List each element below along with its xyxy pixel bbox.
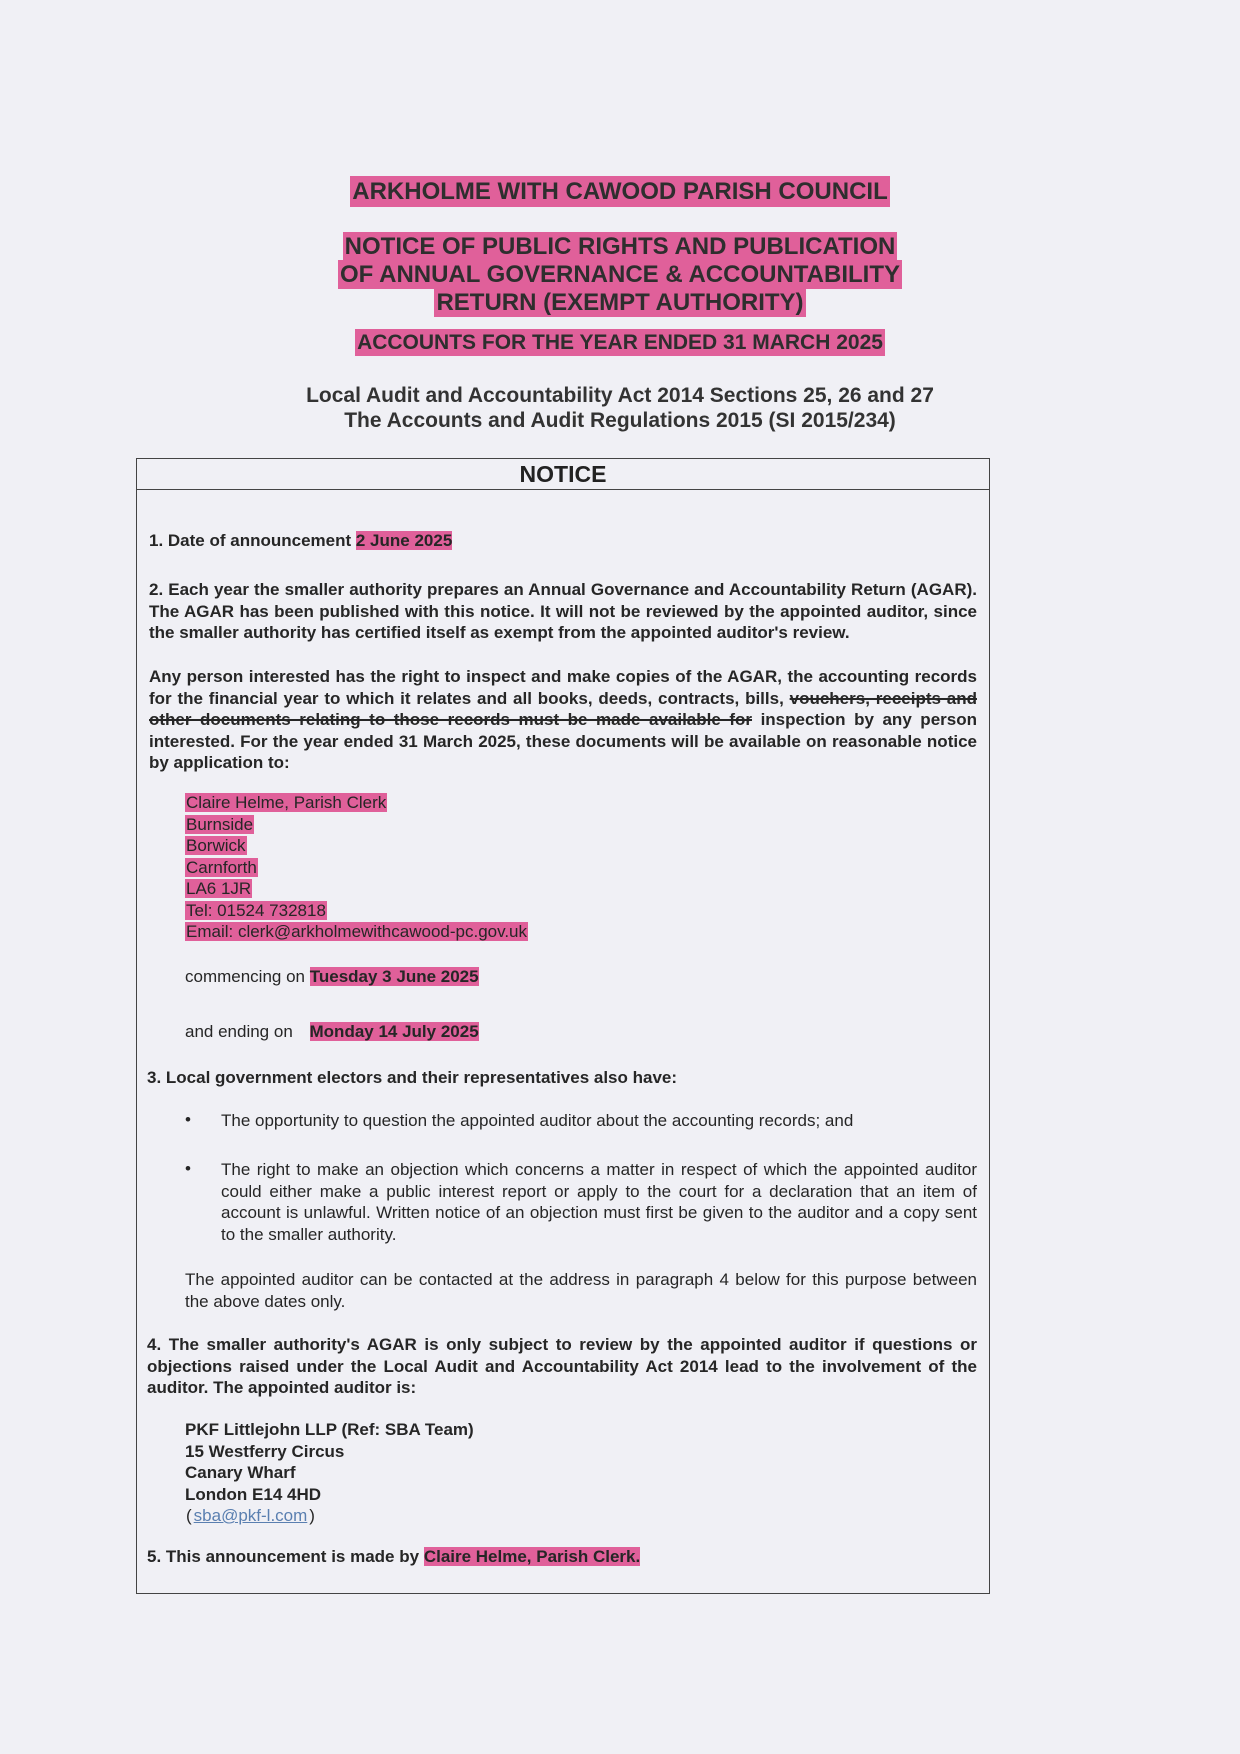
- bullet-2-text: The right to make an objection which concerns a matter in respect of which the appointed auditor could either make a public interest report or apply to the court for a declaration that an item of account is unlawful. Written notice of an objection must first be given to the auditor and a copy sent to the smaller authority.: [221, 1160, 977, 1244]
- legislation-line-1: Local Audit and Accountability Act 2014 Sections 25, 26 and 27: [306, 384, 934, 407]
- auditor-address-block: [185, 1419, 474, 1527]
- legislation-line-2: The Accounts and Audit Regulations 2015 (SI 2015/234): [344, 409, 896, 432]
- auditor-line-city: London E14 4HD: [185, 1484, 322, 1504]
- auditor-email-line: [185, 1505, 474, 1527]
- commencing-label: commencing on: [185, 967, 306, 986]
- accounts-year-line: [0, 331, 1240, 355]
- auditor-email-open: (: [186, 1506, 192, 1525]
- item-3-heading: 3. Local government electors and their representatives also have:: [147, 1068, 678, 1087]
- auditor-email-link[interactable]: sba@pkf-l.com: [193, 1506, 308, 1525]
- item-2-rights: [149, 666, 977, 774]
- item-5-label: 5. This announcement is made by: [147, 1547, 420, 1566]
- auditor-line-street: 15 Westferry Circus: [185, 1441, 345, 1461]
- council-name: [0, 178, 1240, 206]
- contact-line-phone: Tel: 01524 732818: [186, 900, 326, 920]
- council-name-text: ARKHOLME WITH CAWOOD PARISH COUNCIL: [352, 178, 888, 205]
- item-2-rights-part-1: Any person interested has the right to inspect and make copies of the AGAR, the accounting records for the financial year to which it relates and all books, deeds, contracts, bills,: [149, 667, 977, 708]
- bullet-1-dot: •: [185, 1110, 191, 1129]
- item-2-rights-struck: vouchers, receipts and other documents relating to those records must be made available for: [149, 688, 977, 729]
- announcer-name: Claire Helme, Parish Clerk.: [423, 1547, 641, 1566]
- item-1-label: 1. Date of announcement: [149, 531, 352, 550]
- ending-line: [185, 1021, 479, 1043]
- notice-box: [136, 458, 990, 1594]
- contact-line-name: Claire Helme, Parish Clerk: [186, 793, 387, 812]
- legislation-lines: [0, 383, 1240, 433]
- commencing-line: [185, 966, 479, 988]
- notice-title: [0, 233, 1240, 317]
- auditor-email-close: ): [309, 1506, 315, 1525]
- item-2-rights-part-2: inspection by any person interested. For the year ended 31 March 2025, these documents will be available on reasonable notice by application to:: [149, 710, 977, 772]
- auditor-line-firm: PKF Littlejohn LLP (Ref: SBA Team): [185, 1420, 474, 1439]
- bullet-1-text: The opportunity to question the appointed auditor about the accounting records; and: [221, 1111, 854, 1130]
- clerk-contact-block: [185, 792, 528, 943]
- auditor-line-area: Canary Wharf: [185, 1463, 296, 1482]
- item-1: [149, 530, 452, 552]
- item-3-closing: The appointed auditor can be contacted at the address in paragraph 4 below for this purpose between the above dates only.: [185, 1270, 977, 1311]
- commencing-date: Tuesday 3 June 2025: [309, 967, 479, 986]
- contact-line-email[interactable]: Email: clerk@arkholmewithcawood-pc.gov.uk: [186, 922, 528, 941]
- item-4-text: 4. The smaller authority's AGAR is only subject to review by the appointed auditor if questions or objections raised under the Local Audit and Accountability Act 2014 lead to the involvement of the auditor. The appointed auditor is:: [147, 1335, 977, 1397]
- contact-line-town: Carnforth: [186, 857, 257, 877]
- contact-line-street: Burnside: [186, 814, 254, 834]
- notice-title-line-2: OF ANNUAL GOVERNANCE & ACCOUNTABILITY: [340, 261, 900, 288]
- item-5: [147, 1546, 640, 1568]
- announcement-date: 2 June 2025: [355, 531, 453, 550]
- accounts-year-text: ACCOUNTS FOR THE YEAR ENDED 31 MARCH 2025: [357, 331, 883, 354]
- ending-label: and ending on: [185, 1022, 293, 1041]
- notice-title-line-3: RETURN (EXEMPT AUTHORITY): [436, 289, 804, 316]
- notice-title-line-1: NOTICE OF PUBLIC RIGHTS AND PUBLICATION: [344, 233, 896, 260]
- bullet-2-dot: •: [185, 1159, 191, 1178]
- item-2-intro: 2. Each year the smaller authority prepares an Annual Governance and Accountability Return (AGAR). The AGAR has been published with this notice. It will not be reviewed by the appointed auditor, since the smaller authority has certified itself as exempt from the appointed auditor's review.: [149, 580, 977, 642]
- notice-box-title: NOTICE: [137, 459, 989, 490]
- contact-line-village: Borwick: [186, 836, 246, 855]
- contact-line-postcode: LA6 1JR: [186, 879, 252, 898]
- ending-date: Monday 14 July 2025: [309, 1022, 479, 1041]
